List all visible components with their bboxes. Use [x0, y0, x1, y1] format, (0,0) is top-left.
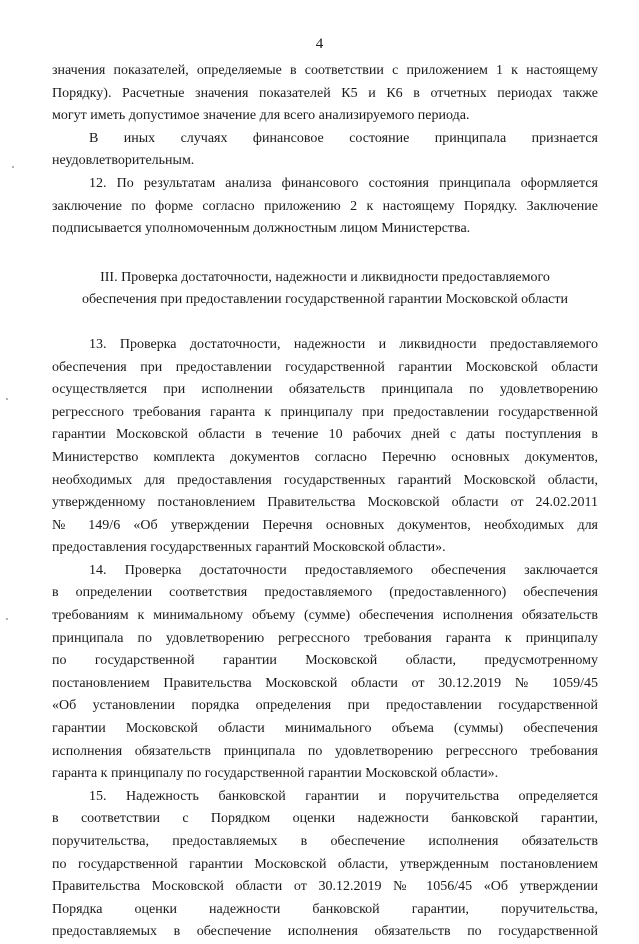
- paragraph-12: [52, 173, 598, 241]
- text-line: подписывается уполномоченным должностным лицом Министерства.: [52, 221, 471, 237]
- paragraph-14: [52, 560, 598, 786]
- text-line: предоставляемых в обеспечение исполнения обязательств по государственной: [52, 924, 598, 940]
- text-line: Министерство комплекта документов согласно Перечню основных документов,: [52, 449, 598, 465]
- text-line: гаранта к принципалу по государственной гарантии Московской области».: [52, 766, 499, 782]
- section-heading-line: обеспечения при предоставлении государственной гарантии Московской области: [82, 292, 568, 308]
- document-body: [52, 60, 598, 944]
- text-line: В иных случаях финансовое состояние принципала признается: [89, 130, 598, 146]
- text-line: 14. Проверка достаточности предоставляемого обеспечения заключается: [89, 562, 598, 578]
- text-line: принципала по удовлетворению регрессного требования гаранта к принципалу: [52, 630, 598, 646]
- paragraph-15: [52, 786, 598, 944]
- text-line: 13. Проверка достаточности, надежности и ликвидности предоставляемого: [89, 336, 598, 352]
- text-line: исполнения обязательств принципала по удовлетворению регрессного требования: [52, 743, 598, 759]
- text-line: гарантии Московской области в течение 10 рабочих дней с даты поступления в: [52, 427, 598, 443]
- text-line: необходимых для предоставления государственных гарантий Московской области,: [52, 472, 598, 488]
- scan-speck: [12, 166, 14, 168]
- text-line: заключение по форме согласно приложению 2 к настоящему Порядку. Заключение: [52, 198, 598, 214]
- text-line: 12. По результатам анализа финансового состояния принципала оформляется: [89, 175, 598, 191]
- text-line: поручительства, предоставляемых в обеспечение исполнения обязательств: [52, 834, 598, 849]
- section-heading: [52, 267, 598, 312]
- text-line: обеспечения при предоставлении государственной гарантии Московской области: [52, 359, 598, 375]
- text-line: осуществляется при исполнении обязательств принципала по удовлетворению: [52, 382, 598, 398]
- page-number: 4: [315, 36, 324, 52]
- text-line: гарантии Московской области минимального объема (суммы) обеспечения: [52, 721, 598, 737]
- paragraph-13: [52, 334, 598, 560]
- scan-speck: [6, 618, 8, 620]
- text-line: в соответствии с Порядком оценки надежности банковской гарантии,: [52, 811, 598, 827]
- paragraph-other-cases: [52, 128, 598, 173]
- text-line: предоставления государственных гарантий Московской области».: [52, 540, 446, 556]
- text-line: значения показателей, определяемые в соответствии с приложением 1 к настоящему: [52, 63, 598, 78]
- text-line: по государственной гарантии Московской области, утвержденным постановлением: [52, 856, 598, 872]
- text-line: по государственной гарантии Московской области, предусмотренному: [52, 653, 598, 669]
- text-line: могут иметь допустимое значение для всего анализируемого периода.: [52, 108, 470, 124]
- text-line: Правительства Московской области от 30.12.2019 № 1056/45 «Об утверждении: [52, 879, 598, 895]
- text-line: требованиям к минимальному объему (сумме) обеспечения исполнения обязательств: [52, 608, 598, 624]
- text-line: утвержденному постановлением Правительства Московской области от 24.02.2011: [52, 495, 598, 511]
- text-line: неудовлетворительным.: [52, 153, 195, 169]
- text-line: Порядку). Расчетные значения показателей К5 и К6 в отчетных периодах также: [52, 85, 598, 101]
- text-line: № 149/6 «Об утверждении Перечня основных документов, необходимых для: [52, 517, 598, 533]
- scan-speck: [6, 398, 8, 400]
- paragraph-intro: [52, 60, 598, 128]
- text-line: в определении соответствия предоставляемого (предоставленного) обеспечения: [52, 585, 598, 601]
- text-line: 15. Надежность банковской гарантии и поручительства определяется: [89, 788, 598, 804]
- section-heading-line: III. Проверка достаточности, надежности и ликвидности предоставляемого: [100, 269, 550, 285]
- text-line: «Об установлении порядка определения при предоставлении государственной: [52, 698, 598, 714]
- text-line: Порядка оценки надежности банковской гарантии, поручительства,: [52, 901, 598, 917]
- text-line: постановлением Правительства Московской области от 30.12.2019 № 1059/45: [52, 675, 598, 691]
- text-line: регрессного требования гаранта к принципалу при предоставлении государственной: [52, 404, 598, 420]
